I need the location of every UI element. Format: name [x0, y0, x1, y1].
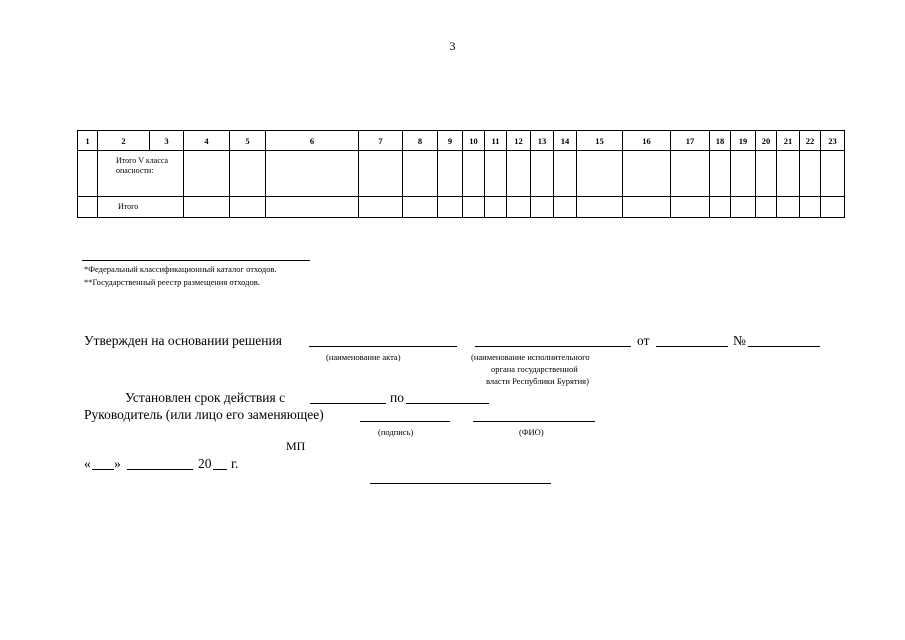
table-cell	[623, 197, 671, 218]
table-cell	[403, 151, 438, 197]
column-header: 16	[623, 131, 671, 151]
table-cell	[821, 197, 845, 218]
table-cell	[438, 151, 463, 197]
column-header: 8	[403, 131, 438, 151]
table-cell	[359, 197, 403, 218]
column-header: 7	[359, 131, 403, 151]
table-cell	[671, 151, 710, 197]
table-cell	[710, 151, 731, 197]
column-header: 10	[463, 131, 485, 151]
row-label: Итого	[118, 202, 139, 211]
date-open-quote: «	[84, 456, 91, 471]
table-cell	[359, 151, 403, 197]
date-year-field[interactable]	[213, 469, 227, 470]
table-cell	[731, 151, 756, 197]
organ-caption-line-1: (наименование исполнительного	[471, 352, 590, 362]
footnote-divider	[82, 260, 310, 261]
row-label: Итого V класса опасности:	[116, 156, 169, 175]
table-cell	[731, 197, 756, 218]
organ-name-field[interactable]	[475, 346, 631, 347]
column-header: 18	[710, 131, 731, 151]
column-header: 4	[184, 131, 230, 151]
column-header: 5	[230, 131, 266, 151]
table-cell	[800, 197, 821, 218]
table-cell	[78, 197, 98, 218]
table-cell	[98, 151, 184, 197]
waste-table	[77, 130, 845, 218]
table-cell	[78, 151, 98, 197]
stamp-label: МП	[286, 439, 306, 453]
column-header: 12	[507, 131, 531, 151]
table-cell	[577, 151, 623, 197]
table-cell	[463, 151, 485, 197]
decision-number-field[interactable]	[748, 346, 820, 347]
table-cell	[531, 151, 554, 197]
table-row	[78, 151, 845, 197]
date-day-field[interactable]	[92, 469, 114, 470]
fio-field[interactable]	[473, 421, 595, 422]
table-cell	[710, 197, 731, 218]
footnote-2: **Государственный реестр размещения отходов.	[84, 277, 260, 287]
table-cell	[485, 151, 507, 197]
table-cell	[230, 151, 266, 197]
number-label: №	[733, 333, 746, 348]
table-cell	[184, 197, 230, 218]
table-cell	[403, 197, 438, 218]
table-cell	[623, 151, 671, 197]
table-cell	[507, 151, 531, 197]
date-month-field[interactable]	[127, 469, 193, 470]
footnote-1: *Федеральный классификационный каталог отходов.	[84, 264, 277, 274]
table-cell	[777, 151, 800, 197]
column-header: 17	[671, 131, 710, 151]
table-cell	[266, 151, 359, 197]
column-header: 6	[266, 131, 359, 151]
table-cell	[777, 197, 800, 218]
table-row	[78, 197, 845, 218]
term-to-label: по	[390, 390, 404, 405]
table-cell	[230, 197, 266, 218]
term-label: Установлен срок действия с	[125, 390, 286, 405]
table-cell	[554, 197, 577, 218]
date-close-quote: »	[114, 456, 121, 471]
table-cell	[463, 197, 485, 218]
act-caption: (наименование акта)	[326, 352, 401, 362]
column-header: 20	[756, 131, 777, 151]
column-header: 3	[150, 131, 184, 151]
table-cell	[507, 197, 531, 218]
organ-caption-line-3: власти Республики Бурятия)	[486, 376, 589, 386]
decision-date-field[interactable]	[656, 346, 728, 347]
table-cell	[438, 197, 463, 218]
table-cell	[800, 151, 821, 197]
table-cell	[531, 197, 554, 218]
column-header: 13	[531, 131, 554, 151]
signature-caption: (подпись)	[378, 427, 414, 437]
table-header-row	[78, 131, 845, 151]
fio-caption: (ФИО)	[519, 427, 544, 437]
signature-field[interactable]	[360, 421, 450, 422]
table-cell	[184, 151, 230, 197]
table-cell	[266, 197, 359, 218]
column-header: 19	[731, 131, 756, 151]
extra-signature-line[interactable]	[370, 483, 551, 484]
page-number: 3	[449, 39, 456, 53]
table-cell	[756, 151, 777, 197]
table-cell	[821, 151, 845, 197]
column-header: 15	[577, 131, 623, 151]
table-cell	[577, 197, 623, 218]
column-header: 21	[777, 131, 800, 151]
organ-caption-line-2: органа государственной	[491, 364, 578, 374]
table-cell	[756, 197, 777, 218]
date-year-prefix: 20	[198, 456, 212, 471]
term-start-field[interactable]	[310, 403, 386, 404]
term-end-field[interactable]	[406, 403, 489, 404]
table-cell	[554, 151, 577, 197]
head-label: Руководитель (или лицо его заменяющее)	[84, 407, 324, 422]
table-cell	[485, 197, 507, 218]
approved-label: Утвержден на основании решения	[84, 333, 282, 348]
column-header: 23	[821, 131, 845, 151]
from-label: от	[637, 333, 650, 348]
column-header: 11	[485, 131, 507, 151]
table-cell	[671, 197, 710, 218]
column-header: 9	[438, 131, 463, 151]
date-year-suffix: г.	[231, 456, 239, 471]
table-cell	[98, 197, 184, 218]
column-header: 22	[800, 131, 821, 151]
column-header: 1	[78, 131, 98, 151]
column-header: 2	[98, 131, 150, 151]
column-header: 14	[554, 131, 577, 151]
act-name-field[interactable]	[309, 346, 457, 347]
